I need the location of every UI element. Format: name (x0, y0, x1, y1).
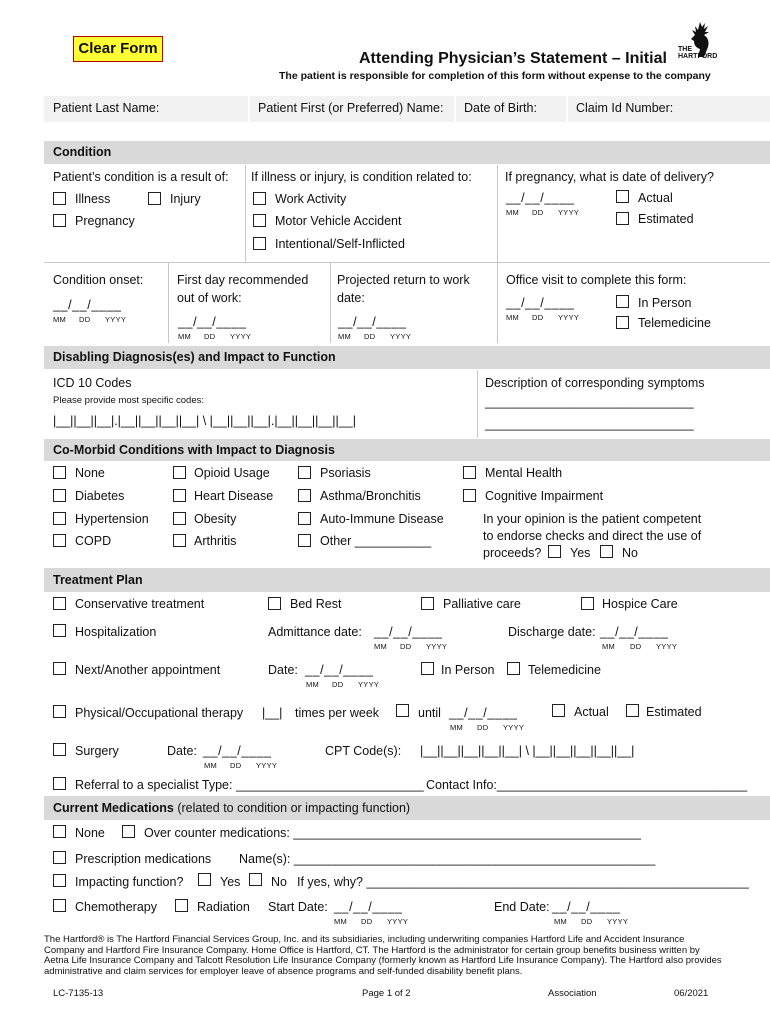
otc-checkbox[interactable] (122, 825, 135, 838)
return-label: Projected return to work (337, 273, 470, 287)
chemo-checkbox[interactable] (53, 899, 66, 912)
mva-label: Motor Vehicle Accident (275, 214, 402, 228)
office-visit-date-input[interactable]: __/__/____ (506, 296, 575, 310)
appt-in-person-label: In Person (441, 663, 495, 677)
pregnancy-label: Pregnancy (75, 214, 135, 228)
page-subtitle: The patient is responsible for completion of this form without expense to the company (279, 70, 711, 82)
hospice-label: Hospice Care (602, 597, 678, 611)
injury-label: Injury (170, 192, 201, 206)
psoriasis-label: Psoriasis (320, 466, 371, 480)
date-hint-mm: MM (450, 723, 464, 732)
first-day-date-input[interactable]: __/__/____ (178, 315, 247, 329)
surgery-date-input[interactable]: __/__/____ (203, 744, 272, 758)
clear-form-button[interactable]: Clear Form (73, 36, 163, 62)
opioid-label: Opioid Usage (194, 466, 270, 480)
claim-id-label: Claim Id Number: (576, 101, 674, 115)
first-day-label: First day recommended (177, 273, 309, 287)
date-hint-mm: MM (338, 332, 352, 341)
chemo-label: Chemotherapy (75, 900, 157, 914)
date-hint-yyyy: YYYY (558, 208, 580, 217)
psoriasis-checkbox[interactable] (298, 466, 311, 479)
start-date-label: Start Date: (268, 900, 328, 914)
form-number: LC-7135-13 (53, 988, 104, 999)
date-hint-yyyy: YYYY (656, 642, 678, 651)
date-hint-mm: MM (506, 208, 520, 217)
times-per-week-label: times per week (295, 706, 380, 720)
symptoms-line-1[interactable]: ______________________________ (485, 395, 694, 409)
conservative-label: Conservative treatment (75, 597, 205, 611)
until-checkbox[interactable] (396, 704, 409, 717)
next-appt-date-input[interactable]: __/__/____ (305, 663, 374, 677)
date-hint-mm: MM (334, 917, 348, 926)
hospitalization-checkbox[interactable] (53, 624, 66, 637)
onset-label: Condition onset: (53, 273, 144, 287)
diabetes-checkbox[interactable] (53, 489, 66, 502)
form-date: 06/2021 (674, 988, 709, 999)
referral-checkbox[interactable] (53, 777, 66, 790)
date-hint-dd: DD (230, 761, 242, 770)
first-name-label: Patient First (or Preferred) Name: (258, 101, 444, 115)
date-hint-mm: MM (53, 315, 67, 324)
date-hint-mm: MM (554, 917, 568, 926)
cpt-code-boxes[interactable]: |__||__||__||__||__| \ |__||__||__||__||__| (420, 744, 635, 758)
date-hint-dd: DD (532, 208, 544, 217)
other-label[interactable]: Other ___________ (320, 534, 432, 548)
until-label: until (418, 706, 441, 720)
therapy-label: Physical/Occupational therapy (75, 706, 244, 720)
therapy-estimated-checkbox[interactable] (626, 704, 639, 717)
end-date-label: End Date: (494, 900, 550, 914)
asthma-label: Asthma/Bronchitis (320, 489, 421, 503)
page-title: Attending Physician’s Statement – Initial (359, 50, 667, 67)
date-hint-yyyy: YYYY (390, 332, 412, 341)
date-hint-yyyy: YYYY (105, 315, 127, 324)
impacting-yes-checkbox[interactable] (198, 873, 211, 886)
office-visit-label: Office visit to complete this form: (506, 273, 687, 287)
date-hint-mm: MM (506, 313, 520, 322)
surgery-checkbox[interactable] (53, 743, 66, 756)
obesity-label: Obesity (194, 512, 237, 526)
impacting-no-label: No (271, 875, 287, 889)
diabetes-label: Diabetes (75, 489, 125, 503)
arthritis-label: Arthritis (194, 534, 237, 548)
date-hint-dd: DD (477, 723, 489, 732)
hospitalization-label: Hospitalization (75, 625, 157, 639)
office-in-person-label: In Person (638, 296, 692, 310)
date-hint-mm: MM (204, 761, 218, 770)
diagnosis-heading: Disabling Diagnosis(es) and Impact to Function (44, 346, 770, 369)
date-hint-yyyy: YYYY (256, 761, 278, 770)
cpt-label: CPT Code(s): (325, 744, 402, 758)
opioid-checkbox[interactable] (173, 466, 186, 479)
heart-disease-checkbox[interactable] (173, 489, 186, 502)
autoimmune-label: Auto-Immune Disease (320, 512, 444, 526)
copd-checkbox[interactable] (53, 534, 66, 547)
comorbid-heading: Co-Morbid Conditions with Impact to Diagnosis (44, 439, 770, 461)
date-hint-dd: DD (581, 917, 593, 926)
impacting-no-checkbox[interactable] (249, 873, 262, 886)
palliative-label: Palliative care (443, 597, 521, 611)
last-name-label: Patient Last Name: (53, 101, 160, 115)
competent-question-3: proceeds? (483, 546, 542, 560)
office-in-person-checkbox[interactable] (616, 295, 629, 308)
hartford-logo (676, 18, 722, 62)
icd-code-boxes[interactable]: |__||__||__|.|__||__||__||__| \ |__||__||__|.|__||__||__||__| (53, 414, 356, 428)
prescription-label: Prescription medications (75, 852, 212, 866)
impacting-yes-label: Yes (220, 875, 241, 889)
hospice-checkbox[interactable] (581, 597, 594, 610)
appt-telemedicine-checkbox[interactable] (507, 662, 520, 675)
date-hint-dd: DD (630, 642, 642, 651)
conservative-checkbox[interactable] (53, 597, 66, 610)
injury-checkbox[interactable] (148, 192, 161, 205)
pregnancy-checkbox[interactable] (53, 214, 66, 227)
surgery-date-label: Date: (167, 744, 197, 758)
other-checkbox[interactable] (298, 534, 311, 547)
symptoms-label: Description of corresponding symptoms (485, 376, 705, 390)
date-hint-yyyy: YYYY (607, 917, 629, 926)
date-hint-dd: DD (364, 332, 376, 341)
impacting-label: Impacting function? (75, 875, 184, 889)
competent-question-2: to endorse checks and direct the use of (483, 529, 702, 543)
obesity-checkbox[interactable] (173, 512, 186, 525)
next-appt-checkbox[interactable] (53, 662, 66, 675)
date-hint-yyyy: YYYY (358, 680, 380, 689)
med-names-label[interactable]: Name(s): ____________________________________________________ (239, 852, 656, 866)
contact-info-label[interactable]: Contact Info:____________________________________ (426, 778, 748, 792)
medications-heading-rest: (related to condition or impacting function) (173, 801, 411, 815)
delivery-date-input[interactable]: __/__/____ (506, 191, 575, 205)
discharge-label: Discharge date: (508, 625, 596, 639)
therapy-checkbox[interactable] (53, 705, 66, 718)
radiation-label: Radiation (197, 900, 250, 914)
therapy-actual-label: Actual (574, 705, 609, 719)
until-date-input[interactable]: __/__/____ (449, 706, 518, 720)
delivery-actual-label: Actual (638, 191, 673, 205)
footer-disclaimer: The Hartford® is The Hartford Financial Services Group, Inc. and its subsidiaries, including underwriting companies Hartford Life and Accident Insurance Company and Hartford Fire Insurance Company. Home Office is Hartford, CT. The Hartford is the administrator for certain group benefits business written by Aetna Life Insurance Company and Talcott Resolution Life Insurance Company (formerly known as Hartford Life Insurance Company). The Hartford also provides administrative and claim services for employer leave of absence programs and self-funded disability benefit plans. (44, 934, 722, 977)
date-hint-dd: DD (361, 917, 373, 926)
medications-heading (44, 796, 770, 820)
otc-label[interactable]: Over counter medications: __________________________________________________ (144, 826, 641, 840)
appt-telemedicine-label: Telemedicine (528, 663, 601, 677)
related-to-label: If illness or injury, is condition related to: (251, 170, 472, 184)
onset-date-input[interactable]: __/__/____ (53, 298, 122, 312)
admittance-date-input[interactable]: __/__/____ (374, 625, 443, 639)
date-hint-yyyy: YYYY (230, 332, 252, 341)
page-number: Page 1 of 2 (362, 988, 411, 999)
bed-rest-checkbox[interactable] (268, 597, 281, 610)
icd-hint: Please provide most specific codes: (53, 395, 205, 406)
icd-label: ICD 10 Codes (53, 376, 132, 390)
next-appt-date-label: Date: (268, 663, 298, 677)
appt-in-person-checkbox[interactable] (421, 662, 434, 675)
impacting-checkbox[interactable] (53, 874, 66, 887)
none-checkbox[interactable] (53, 466, 66, 479)
intentional-label: Intentional/Self-Inflicted (275, 237, 405, 251)
med-none-label: None (75, 826, 105, 840)
illness-label: Illness (75, 192, 111, 206)
bed-rest-label: Bed Rest (290, 597, 342, 611)
mental-health-label: Mental Health (485, 466, 563, 480)
cognitive-checkbox[interactable] (463, 489, 476, 502)
date-hint-dd: DD (532, 313, 544, 322)
delivery-estimated-label: Estimated (638, 212, 694, 226)
return-label-2: date: (337, 291, 365, 305)
competent-question: In your opinion is the patient competent (483, 512, 702, 526)
date-hint-dd: DD (400, 642, 412, 651)
heart-disease-label: Heart Disease (194, 489, 274, 503)
work-activity-label: Work Activity (275, 192, 347, 206)
admittance-label: Admittance date: (268, 625, 362, 639)
radiation-checkbox[interactable] (175, 899, 188, 912)
next-appt-label: Next/Another appointment (75, 663, 221, 677)
if-yes-why-label[interactable]: If yes, why? _______________________________________________________ (297, 875, 749, 889)
prescription-checkbox[interactable] (53, 851, 66, 864)
date-hint-yyyy: YYYY (426, 642, 448, 651)
intentional-checkbox[interactable] (253, 237, 266, 250)
date-hint-yyyy: YYYY (387, 917, 409, 926)
return-date-input[interactable]: __/__/____ (338, 315, 407, 329)
hypertension-label: Hypertension (75, 512, 149, 526)
symptoms-line-2[interactable]: ______________________________ (485, 417, 694, 431)
date-hint-dd: DD (79, 315, 91, 324)
delivery-actual-checkbox[interactable] (616, 190, 629, 203)
dob-label: Date of Birth: (464, 101, 537, 115)
date-hint-dd: DD (204, 332, 216, 341)
date-hint-dd: DD (332, 680, 344, 689)
date-hint-yyyy: YYYY (503, 723, 525, 732)
date-hint-mm: MM (306, 680, 320, 689)
medications-heading-bold: Current Medications (53, 801, 174, 815)
autoimmune-checkbox[interactable] (298, 512, 311, 525)
result-of-label: Patient’s condition is a result of: (53, 170, 229, 184)
referral-label[interactable]: Referral to a specialist Type: ___________________________ (75, 778, 424, 792)
competent-yes-checkbox[interactable] (548, 545, 561, 558)
date-hint-mm: MM (374, 642, 388, 651)
treatment-heading: Treatment Plan (44, 568, 770, 592)
med-none-checkbox[interactable] (53, 825, 66, 838)
office-telemedicine-label: Telemedicine (638, 316, 711, 330)
competent-no-checkbox[interactable] (600, 545, 613, 558)
arthritis-checkbox[interactable] (173, 534, 186, 547)
therapy-actual-checkbox[interactable] (552, 704, 565, 717)
date-hint-mm: MM (602, 642, 616, 651)
office-telemedicine-checkbox[interactable] (616, 316, 629, 329)
palliative-checkbox[interactable] (421, 597, 434, 610)
date-hint-yyyy: YYYY (558, 313, 580, 322)
start-date-input[interactable]: __/__/____ (334, 900, 403, 914)
cognitive-label: Cognitive Impairment (485, 489, 604, 503)
mental-health-checkbox[interactable] (463, 466, 476, 479)
mva-checkbox[interactable] (253, 214, 266, 227)
end-date-input[interactable]: __/__/____ (552, 900, 621, 914)
surgery-label: Surgery (75, 744, 119, 758)
copd-label: COPD (75, 534, 112, 548)
logo-text: THE HARTFORD (678, 46, 718, 60)
work-activity-checkbox[interactable] (253, 192, 266, 205)
times-per-week-box[interactable]: |__| (262, 706, 283, 720)
therapy-estimated-label: Estimated (646, 705, 702, 719)
condition-heading: Condition (44, 141, 770, 164)
discharge-date-input[interactable]: __/__/____ (600, 625, 669, 639)
hypertension-checkbox[interactable] (53, 512, 66, 525)
none-label: None (75, 466, 105, 480)
date-hint-mm: MM (178, 332, 192, 341)
competent-yes-label: Yes (570, 546, 591, 560)
association-label: Association (548, 988, 597, 999)
first-day-label-2: out of work: (177, 291, 242, 305)
delivery-estimated-checkbox[interactable] (616, 212, 629, 225)
competent-no-label: No (622, 546, 638, 560)
illness-checkbox[interactable] (53, 192, 66, 205)
pregnancy-question: If pregnancy, what is date of delivery? (505, 170, 714, 184)
asthma-checkbox[interactable] (298, 489, 311, 502)
